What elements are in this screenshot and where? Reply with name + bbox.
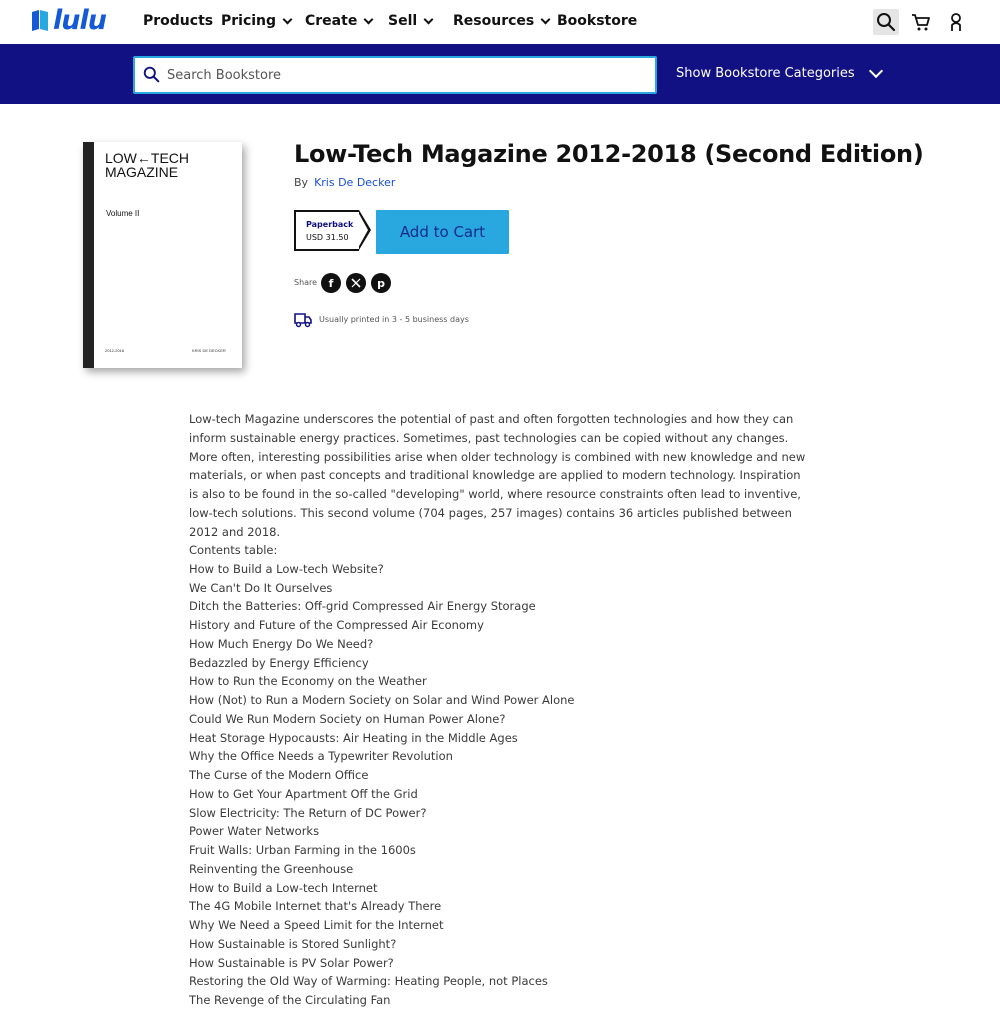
chevron-down-icon bbox=[541, 14, 551, 24]
product-description: Low-tech Magazine underscores the potential of past and often forgotten technologies and how they can inform sustainable energy practices. Sometimes, past technologies can be copied without any changes. More often, interesting possibilities arise when older technology is combined with new knowledge and new materials, or when past concepts and traditional knowledge are applied to modern technology. Inspiration is also to be found in the so-called "developing" world, where resource constraints often lead to inventive, low-tech solutions. This second volume (704 pages, 257 images) contains 36 articles published between 2012 and 2018. bbox=[189, 412, 806, 539]
nav-pricing[interactable] bbox=[221, 13, 291, 29]
list-item: Slow Electricity: The Return of DC Power? bbox=[189, 805, 427, 820]
list-item: How to Build a Low-tech Internet bbox=[189, 880, 378, 895]
cover-author: KRIS DE DECKER bbox=[192, 348, 226, 353]
list-item: Bedazzled by Energy Efficiency bbox=[189, 655, 369, 670]
cover-title bbox=[105, 151, 225, 179]
list-item: The 4G Mobile Internet that's Already There bbox=[189, 899, 442, 914]
list-item: Could We Run Modern Society on Human Power Alone? bbox=[189, 711, 506, 726]
list-item: Fruit Walls: Urban Farming in the 1600s bbox=[189, 843, 416, 857]
list-item: Restoring the Old Way of Warming: Heating People, not Places bbox=[189, 974, 548, 989]
nav-products[interactable] bbox=[143, 13, 213, 29]
chevron-down-icon bbox=[364, 14, 374, 24]
bookstore-search-box[interactable] bbox=[133, 56, 657, 94]
chevron-down-icon bbox=[283, 14, 293, 24]
list-item: How Sustainable is PV Solar Power? bbox=[189, 955, 394, 970]
author-link[interactable]: Kris De Decker bbox=[314, 176, 396, 189]
nav-bookstore-label: Bookstore bbox=[557, 13, 638, 29]
list-item: Why We Need a Speed Limit for the Internet bbox=[189, 918, 444, 932]
truck-icon bbox=[294, 311, 312, 328]
format-selector[interactable] bbox=[294, 210, 359, 251]
nav-resources[interactable] bbox=[453, 13, 549, 29]
lulu-logo[interactable] bbox=[30, 6, 106, 36]
list-item: How Much Energy Do We Need? bbox=[189, 636, 374, 651]
search-input[interactable] bbox=[167, 58, 637, 92]
list-item: Ditch the Batteries: Off-grid Compressed Air Energy Storage bbox=[189, 599, 536, 614]
list-item: Why the Office Needs a Typewriter Revolution bbox=[189, 749, 453, 764]
list-item: Reinventing the Greenhouse bbox=[189, 861, 354, 876]
list-item: How to Build a Low-tech Website? bbox=[189, 561, 384, 576]
cover-years: 2012-2018 bbox=[105, 348, 125, 353]
shipping-note bbox=[294, 311, 469, 328]
share-label: Share bbox=[294, 278, 318, 287]
nav-bookstore[interactable] bbox=[557, 13, 637, 29]
nav-sell[interactable] bbox=[388, 13, 432, 29]
nav-products-label: Products bbox=[143, 13, 214, 29]
by-label: By bbox=[294, 176, 309, 189]
list-item: Heat Storage Hypocausts: Air Heating in the Middle Ages bbox=[189, 730, 518, 745]
list-item: The Revenge of the Circulating Fan bbox=[189, 993, 391, 1007]
cover-title-line1: LOW←TECH bbox=[105, 150, 189, 166]
chevron-down-icon bbox=[424, 14, 434, 24]
nav-pricing-label: Pricing bbox=[221, 13, 277, 29]
contents-table bbox=[189, 541, 809, 1010]
toc-heading: Contents table: bbox=[189, 543, 278, 557]
byline bbox=[294, 176, 395, 189]
list-item: We Can't Do It Ourselves bbox=[189, 580, 333, 595]
nav-resources-label: Resources bbox=[453, 13, 535, 29]
list-item: Power Water Networks bbox=[189, 824, 320, 839]
show-bookstore-categories[interactable] bbox=[676, 66, 881, 81]
facebook-icon[interactable]: f bbox=[321, 273, 341, 293]
add-to-cart-button[interactable]: Add to Cart bbox=[376, 210, 509, 254]
cart-icon[interactable] bbox=[908, 9, 934, 35]
top-navigation bbox=[0, 0, 1000, 45]
cover-spine bbox=[83, 142, 94, 368]
format-price: USD 31.50 bbox=[306, 233, 349, 242]
list-item: How (Not) to Run a Modern Society on Solar and Wind Power Alone bbox=[189, 693, 575, 707]
list-item: How to Run the Economy on the Weather bbox=[189, 674, 427, 689]
search-icon bbox=[143, 66, 160, 83]
format-arrow-inner bbox=[358, 212, 368, 248]
x-icon[interactable] bbox=[346, 273, 366, 293]
cover-volume: Volume II bbox=[106, 209, 140, 218]
account-icon[interactable] bbox=[943, 9, 969, 35]
pinterest-icon[interactable]: p bbox=[371, 273, 391, 293]
list-item: How to Get Your Apartment Off the Grid bbox=[189, 786, 418, 801]
book-logo-icon bbox=[30, 9, 50, 33]
list-item: The Curse of the Modern Office bbox=[189, 768, 369, 782]
nav-create[interactable] bbox=[305, 13, 372, 29]
categories-label: Show Bookstore Categories bbox=[676, 66, 855, 81]
list-item: History and Future of the Compressed Air Economy bbox=[189, 618, 484, 632]
nav-sell-label: Sell bbox=[388, 13, 418, 29]
book-cover[interactable] bbox=[83, 142, 242, 368]
format-type: Paperback bbox=[306, 220, 354, 229]
search-icon[interactable] bbox=[873, 9, 899, 35]
cover-title-line2: MAGAZINE bbox=[105, 164, 179, 180]
product-title: Low-Tech Magazine 2012-2018 (Second Edition) bbox=[294, 140, 924, 168]
list-item: How Sustainable is Stored Sunlight? bbox=[189, 936, 397, 951]
chevron-down-icon bbox=[869, 63, 883, 77]
nav-create-label: Create bbox=[305, 13, 358, 29]
shipping-text: Usually printed in 3 - 5 business days bbox=[319, 315, 469, 324]
brand-name: lulu bbox=[53, 5, 106, 36]
